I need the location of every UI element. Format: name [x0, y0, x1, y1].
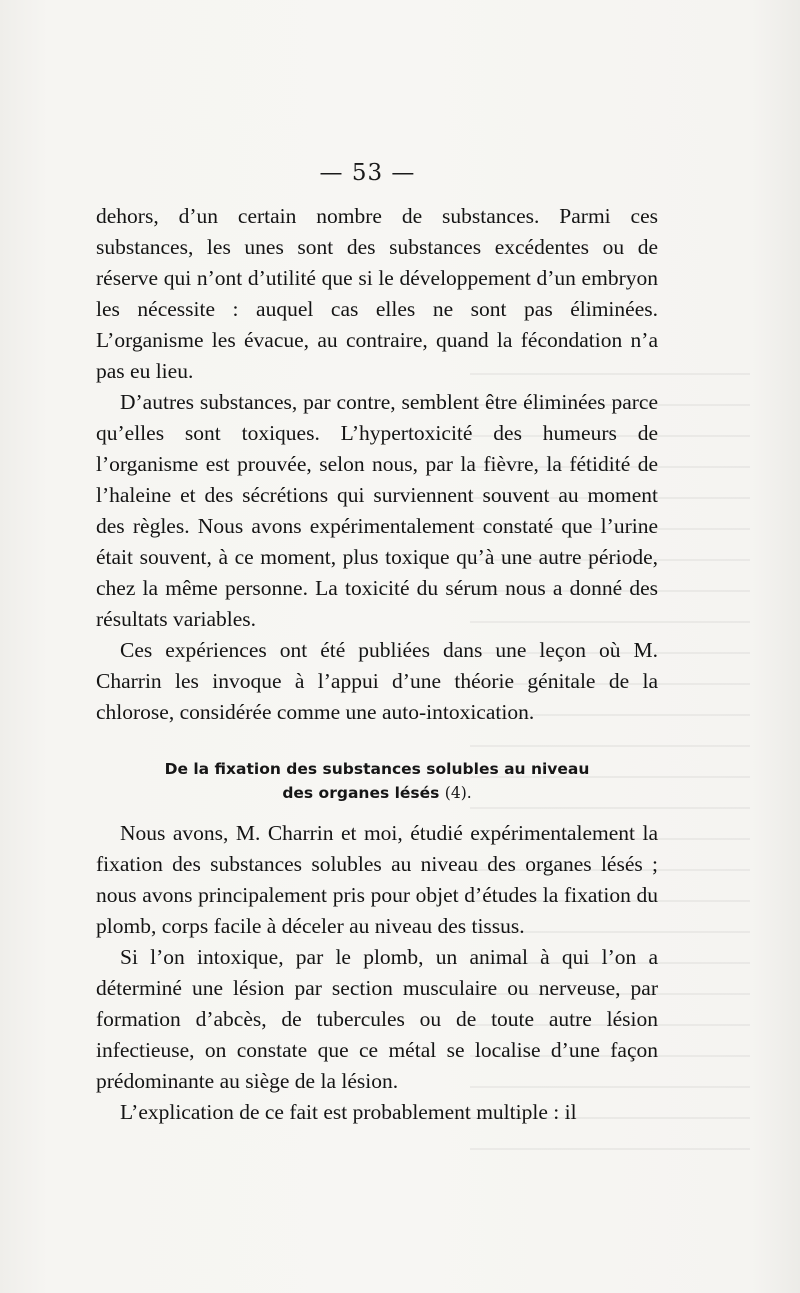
section-heading-line-2: [96, 781, 658, 805]
section-heading: [96, 757, 658, 805]
paragraph: Nous avons, M. Charrin et moi, étudié expérimentalement la fixation des substances solubles au niveau des organes lésés ; nous avons principalement pris pour objet d’études la fixation du plomb, corps facile à déceler au niveau des tissus.: [96, 821, 658, 938]
paragraph: Ces expériences ont été publiées dans une leçon où M. Charrin les invoque à l’appui d’une théorie génitale de la chlorose, considérée comme une auto-intoxication.: [96, 638, 658, 724]
paragraph: D’autres substances, par contre, semblent être éliminées parce qu’elles sont toxiques. L’hypertoxicité des humeurs de l’organisme est prouvée, selon nous, par la fièvre, la fétidité de l’haleine et des sécrétions qui surviennent souvent au moment des règles. Nous avons expérimentalement constaté que l’urine était souvent, à ce moment, plus toxique qu’à une autre période, chez la même personne. La toxicité du sérum nous a donné des résultats variables.: [96, 390, 658, 631]
page-number: — 53 —: [319, 160, 416, 186]
paragraph: dehors, d’un certain nombre de substances. Parmi ces substances, les unes sont des substances excédentes ou de réserve qui n’ont d’utilité que si le développement d’un embryon les nécessite : auquel cas elles ne sont pas éliminées. L’organisme les évacue, au contraire, quand la fécondation n’a pas eu lieu.: [96, 204, 658, 383]
section-heading-line-1: De la fixation des substances solubles au niveau: [164, 760, 590, 778]
footnote-reference: (4).: [444, 784, 472, 802]
section-heading-line-2-text: des organes lésés: [282, 784, 440, 802]
body-text-top: [96, 201, 658, 728]
paragraph: Si l’on intoxique, par le plomb, un animal à qui l’on a déterminé une lésion par section musculaire ou nerveuse, par formation d’abcès, de tubercules ou de toute autre lésion infectieuse, on constate que ce métal se localise d’une façon prédominante au siège de la lésion.: [96, 945, 658, 1093]
body-text-bottom: [96, 818, 658, 1128]
paragraph: L’explication de ce fait est probablement multiple : il: [120, 1100, 577, 1124]
